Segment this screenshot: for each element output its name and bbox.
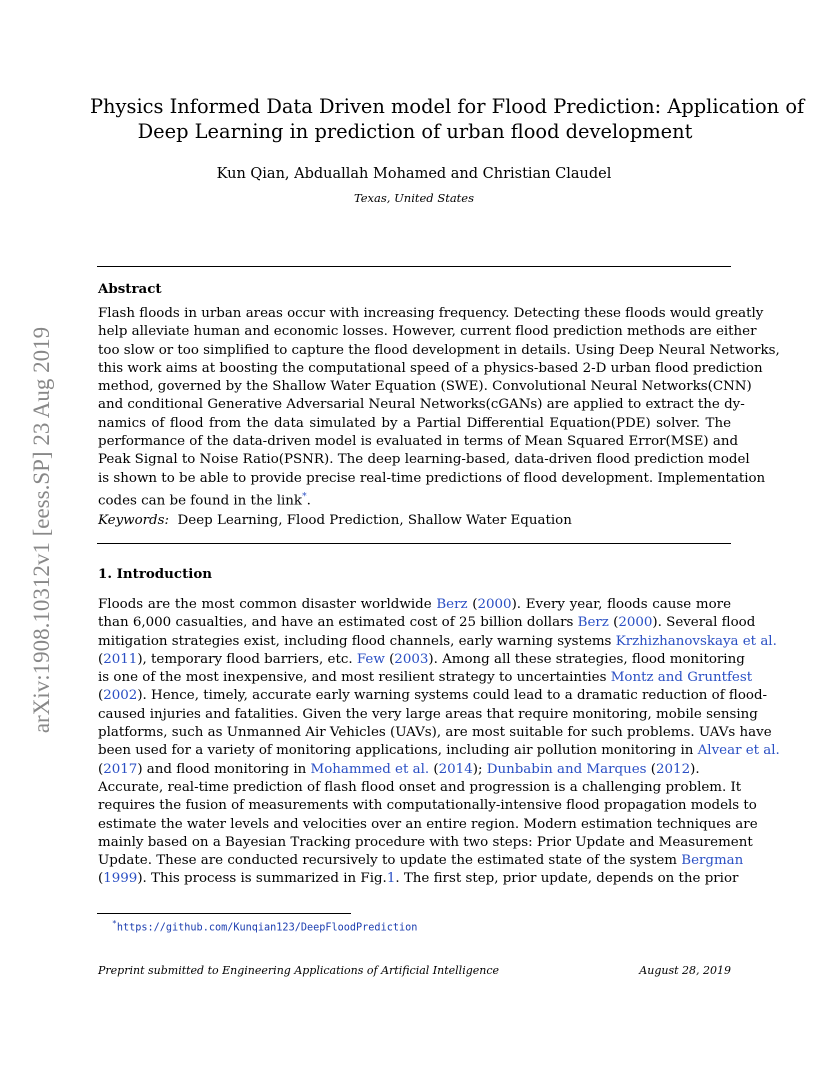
- abstract-heading: Abstract: [98, 281, 162, 297]
- citation-link[interactable]: 2014: [438, 761, 473, 777]
- text-run: ) and flood monitoring in: [137, 761, 311, 777]
- citation-link[interactable]: 2011: [103, 651, 138, 667]
- affiliation: Texas, United States: [353, 191, 475, 205]
- text-run: requires the fusion of measurements with computationally-intensive flood propagation models to: [98, 798, 757, 814]
- authors: Kun Qian, Abduallah Mohamed and Christian Claudel: [216, 166, 612, 182]
- abstract-body: [98, 305, 780, 511]
- introduction-line: [98, 852, 744, 870]
- keywords-rule: [97, 543, 731, 544]
- text-run: caused injuries and fatalities. Given the very large areas that require monitoring, mobile sensing: [98, 706, 758, 722]
- text-run: ). This process is summarized in Fig.: [137, 871, 387, 887]
- abstract-line: this work aims at boosting the computational speed of a physics-based 2-D urban flood prediction: [98, 360, 763, 376]
- text-run: mainly based on a Bayesian Tracking procedure with two steps: Prior Update and Measurement: [98, 834, 753, 850]
- citation-link[interactable]: Alvear et al.: [697, 743, 780, 759]
- text-run: ). Hence, timely, accurate early warning systems could lead to a dramatic reduction of flood-: [137, 688, 768, 704]
- introduction-line: [98, 779, 742, 797]
- title-line: Deep Learning in prediction of urban flood development: [137, 120, 693, 143]
- keywords-label: Keywords:: [98, 513, 170, 528]
- citation-link[interactable]: 2000: [477, 597, 512, 612]
- footnote-rule: [97, 913, 351, 914]
- abstract-line: and conditional Generative Adversarial Neural Networks(cGANs) are applied to extract the dy-: [98, 397, 745, 413]
- citation-link[interactable]: Berz: [436, 597, 468, 612]
- introduction-line: [98, 669, 753, 687]
- introduction-line: [98, 816, 758, 834]
- citation-link[interactable]: 2012: [656, 761, 691, 777]
- introduction-heading: 1. Introduction: [98, 566, 213, 582]
- text-run: Accurate, real-time prediction of flash flood onset and progression is a challenging problem. It: [98, 779, 742, 795]
- abstract-line: performance of the data-driven model is evaluated in terms of Mean Squared Error(MSE) and: [98, 434, 739, 450]
- paper-title: [90, 94, 805, 144]
- text-run: ). Several flood: [652, 615, 756, 631]
- text-run: );: [472, 761, 487, 777]
- text-run: ).: [690, 761, 700, 777]
- introduction-line: [98, 651, 745, 669]
- arxiv-sidebar: [22, 280, 62, 780]
- text-run: (: [98, 761, 104, 777]
- footnote-mark: *: [112, 919, 117, 928]
- keywords-text: Deep Learning, Flood Prediction, Shallow Water Equation: [177, 513, 572, 528]
- citation-link[interactable]: Berz: [577, 615, 609, 631]
- introduction-body: [98, 596, 780, 889]
- text-run: (: [646, 761, 657, 777]
- arxiv-identifier: arXiv:1908.10312v1 [eess.SP] 23 Aug 2019: [29, 326, 54, 734]
- introduction-line: [98, 834, 753, 852]
- introduction-line: [98, 742, 780, 760]
- text-run: (: [98, 651, 104, 667]
- text-run: Floods are the most common disaster worldwide: [98, 597, 437, 612]
- introduction-line: [98, 687, 768, 705]
- keywords: [98, 513, 572, 528]
- footer-date: August 28, 2019: [639, 964, 731, 977]
- citation-link[interactable]: Montz and Gruntfest: [610, 670, 753, 686]
- text-run: (: [98, 688, 104, 704]
- footnote-link[interactable]: https://github.com/Kunqian123/DeepFloodPrediction: [116, 922, 418, 934]
- top-rule: [97, 266, 731, 267]
- citation-link[interactable]: 2000: [618, 615, 653, 631]
- text-run: is one of the most inexpensive, and most resilient strategy to uncertainties: [98, 670, 611, 686]
- citation-link[interactable]: Bergman: [681, 853, 744, 869]
- abstract-line: method, governed by the Shallow Water Equation (SWE). Convolutional Neural Networks(CNN): [98, 379, 752, 395]
- citation-link[interactable]: 2017: [103, 761, 138, 777]
- abstract-line: too slow or too simplified to capture the flood development in details. Using Deep Neural Networks,: [98, 342, 780, 358]
- introduction-line: [98, 614, 756, 632]
- citation-link[interactable]: Dunbabin and Marques: [486, 761, 647, 777]
- text-run: mitigation strategies exist, including flood channels, early warning systems: [98, 633, 616, 649]
- abstract-line: namics of flood from the data simulated by a Partial Differential Equation(PDE) solver. The: [98, 415, 731, 431]
- footnote: [112, 919, 417, 933]
- citation-link[interactable]: Few: [356, 651, 385, 667]
- abstract-line: Flash floods in urban areas occur with increasing frequency. Detecting these floods would greatly: [98, 306, 764, 321]
- citation-link[interactable]: 2003: [394, 651, 429, 667]
- text-run: (: [384, 651, 395, 667]
- text-run: (: [467, 597, 478, 612]
- text-run: ). Among all these strategies, flood monitoring: [428, 651, 745, 667]
- text-run: (: [608, 615, 619, 631]
- introduction-line: [98, 870, 739, 888]
- text-run: Update. These are conducted recursively to update the estimated state of the system: [98, 853, 682, 869]
- title-line: Physics Informed Data Driven model for Flood Prediction: Application of: [90, 95, 805, 118]
- citation-link[interactable]: 1: [386, 871, 396, 887]
- citation-link[interactable]: 2002: [103, 688, 138, 704]
- citation-link[interactable]: Krzhizhanovskaya et al.: [615, 633, 777, 649]
- text-run: ), temporary flood barriers, etc.: [137, 651, 357, 667]
- introduction-line: [98, 724, 772, 742]
- text-run: ). Every year, floods cause more: [511, 597, 731, 612]
- text-run: (: [98, 871, 104, 887]
- abstract-line: help alleviate human and economic losses. However, current flood prediction methods are either: [98, 324, 757, 340]
- text-run: (: [429, 761, 439, 777]
- introduction-line: [98, 706, 758, 724]
- footer-journal: Preprint submitted to Engineering Applications of Artificial Intelligence: [98, 964, 500, 977]
- introduction-line: [98, 596, 731, 614]
- citation-link[interactable]: 1999: [103, 871, 138, 887]
- introduction-line: [98, 633, 777, 651]
- abstract-line: Peak Signal to Noise Ratio(PSNR). The deep learning-based, data-driven flood prediction model: [98, 452, 750, 468]
- text-run: platforms, such as Unmanned Air Vehicles (UAVs), are most suitable for such problems. UAVs have: [98, 725, 772, 741]
- abstract-last-line: codes can be found in the link*.: [98, 491, 311, 509]
- introduction-line: [98, 761, 731, 779]
- text-run: than 6,000 casualties, and have an estimated cost of 25 billion dollars: [98, 615, 578, 631]
- citation-link[interactable]: Mohammed et al.: [310, 761, 430, 777]
- introduction-line: [98, 797, 757, 815]
- abstract-line: is shown to be able to provide precise real-time predictions of flood development. Implementation: [98, 470, 766, 486]
- text-run: . The first step, prior update, depends on the prior: [395, 871, 739, 887]
- text-run: estimate the water levels and velocities over an entire region. Modern estimation techniques are: [98, 816, 758, 832]
- text-run: been used for a variety of monitoring applications, including air pollution monitoring in: [98, 743, 698, 759]
- footnote-marker[interactable]: *: [302, 491, 307, 502]
